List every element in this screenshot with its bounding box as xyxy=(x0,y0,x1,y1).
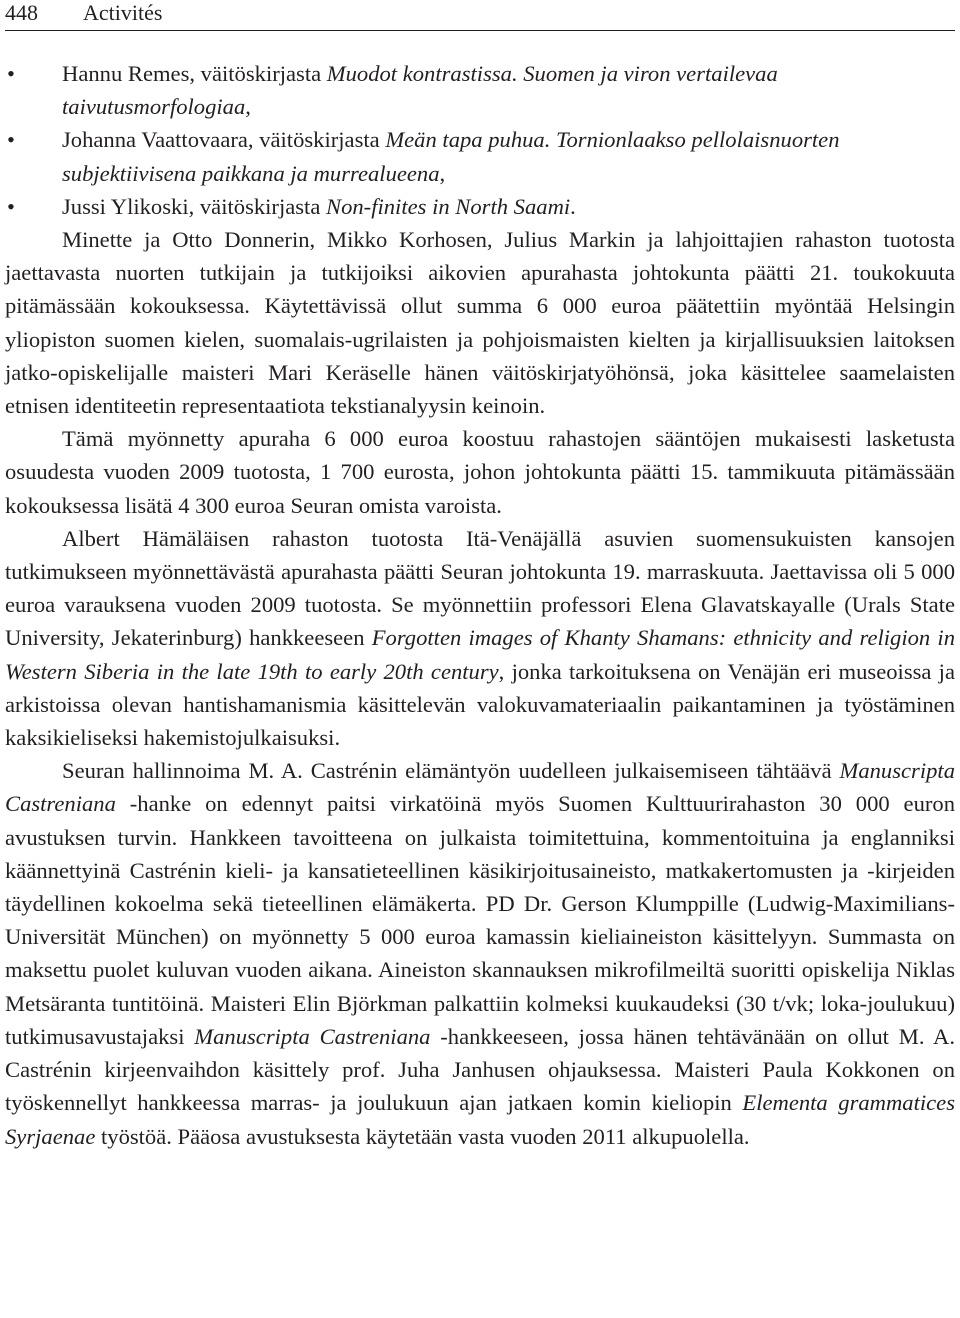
list-item xyxy=(5,190,955,223)
bullet-icon: • xyxy=(7,127,15,153)
body-text xyxy=(5,57,955,1153)
work-title: Non-finites in North Saami xyxy=(326,193,571,219)
text-run: -hankkeeseen, jossa hänen tehtävänään on ollut M. A. Castrénin kirjeenvaihdon käsittely prof. Juha Janhusen ohjauksessa. Maisteri Paula Kokkonen on työskennellyt hankkeessa marras- ja joulukuun ajan jatkaen komin kieliopin xyxy=(5,1023,955,1116)
running-header xyxy=(5,0,955,31)
text-run: Albert Hämäläisen rahaston tuotosta Itä-Venäjällä asuvien suomensukuisten kansojen tutkimukseen myönnettävästä apurahasta päätti Seuran johtokunta 19. marraskuuta. Jaettavissa oli 5 000 euroa varauksena vuoden 2009 tuotosta. Se myönnettiin professori Elena Glavatskayalle (Urals State University, Jekaterinburg) hankkeeseen xyxy=(5,525,955,651)
bullet-icon: • xyxy=(7,193,15,219)
project-title: Forgotten images of Khanty Shamans: ethnicity and religion in Western Siberia in the late 19th to early 20th century xyxy=(5,625,955,684)
work-title: Muodot kontrastissa. Suomen ja viron vertailevaa taivutusmorfologiaa xyxy=(62,61,778,120)
paragraph-grant-donner: Minette ja Otto Donnerin, Mikko Korhosen, Julius Markin ja lahjoittajien rahaston tuotosta jaettavasta nuorten tutkijain ja tutkijoiksi aikovien apurahasta johtokunta päätti 21. toukokuuta pitämässään kokouksessa. Käytettävissä ollut summa 6 000 euroa päätettiin myöntää Helsingin yliopiston suomen kielen, suomalais-ugrilaisten ja pohjoismaisten kielten ja kirjallisuuksien laitoksen jatko-opiskelijalle maisteri Mari Keräselle hänen väitöskirjatyöhönsä, joka käsittelee saamelaisten etnisen identiteetin representaatiota tekstianalyysin keinoin. xyxy=(5,227,955,419)
bullet-list xyxy=(5,57,955,223)
paragraph-castreniana xyxy=(5,754,955,1152)
project-title: Manuscripta Castreniana xyxy=(5,758,955,817)
document-page xyxy=(5,0,955,1149)
list-item-text: Jussi Ylikoski, väitöskirjasta xyxy=(62,193,327,219)
project-title: Manuscripta Castreniana xyxy=(194,1023,431,1049)
work-title: Meän tapa puhua. Tornionlaakso pellolaisnuorten subjektiivisena paikkana ja murrealueena xyxy=(62,127,840,186)
list-item-punct: . xyxy=(570,193,576,219)
work-title: Elementa grammatices Syrjaenae xyxy=(5,1090,955,1149)
list-item xyxy=(5,57,955,123)
text-run: -hanke on edennyt paitsi virkatöinä myös Suomen Kulttuurirahaston 30 000 euron avustuksen turvin. Hankkeen tavoitteena on julkaista toimitettuina, kommentoituina ja englanniksi käännettyinä Castrénin kieli- ja kansatieteellinen käsikirjoitusaineisto, matkakertomusten ja -kirjeiden täydellinen kokoelma sekä tieteellinen elämäkerta. PD Dr. Gerson Klumppille (Ludwig-Maximilians-Universität München) on myönnetty 5 000 euroa kamassin kieliaineiston käsittelyyn. Summasta on maksettu puolet kuluvan vuoden aikana. Aineiston skannauksen mikrofilmeiltä suoritti opiskelija Niklas Metsäranta tuntitöinä. Maisteri Elin Björkman palkattiin kolmeksi kuukaudeksi (30 t/vk; loka-joulukuu) tutkimusavustajaksi xyxy=(5,791,955,1049)
text-run: Seuran hallinnoima M. A. Castrénin elämäntyön uudelleen julkaisemiseen tähtäävä xyxy=(62,758,840,784)
list-item-text: Hannu Remes, väitöskirjasta xyxy=(62,61,327,86)
paragraph-hamalainen-fund xyxy=(5,522,955,754)
page-number: 448 xyxy=(5,0,38,25)
list-item xyxy=(5,123,955,189)
text-run: , jonka tarkoituksena on Venäjän eri museoissa ja arkistoissa olevan hantishamanismia käsittelevän valokuvamateriaalin paikantaminen ja työstäminen kaksikieliseksi hakemistojulkaisuksi. xyxy=(5,658,955,751)
list-item-text: Johanna Vaattovaara, väitöskirjasta xyxy=(62,127,386,153)
list-item-punct: , xyxy=(439,160,446,186)
section-title: Activités xyxy=(83,0,163,25)
paragraph-grant-amount: Tämä myönnetty apuraha 6 000 euroa koostuu rahastojen sääntöjen mukaisesti lasketusta osuudesta vuoden 2009 tuotosta, 1 700 eurosta, johon johtokunta päätti 15. tammikuuta pitämässään kokouksessa lisätä 4 300 euroa Seuran omista varoista. xyxy=(5,426,955,518)
bullet-icon: • xyxy=(7,61,15,86)
text-run: työstöä. Pääosa avustuksesta käytetään vasta vuoden 2011 alkupuolella. xyxy=(95,1123,750,1149)
list-item-punct: , xyxy=(245,94,251,120)
